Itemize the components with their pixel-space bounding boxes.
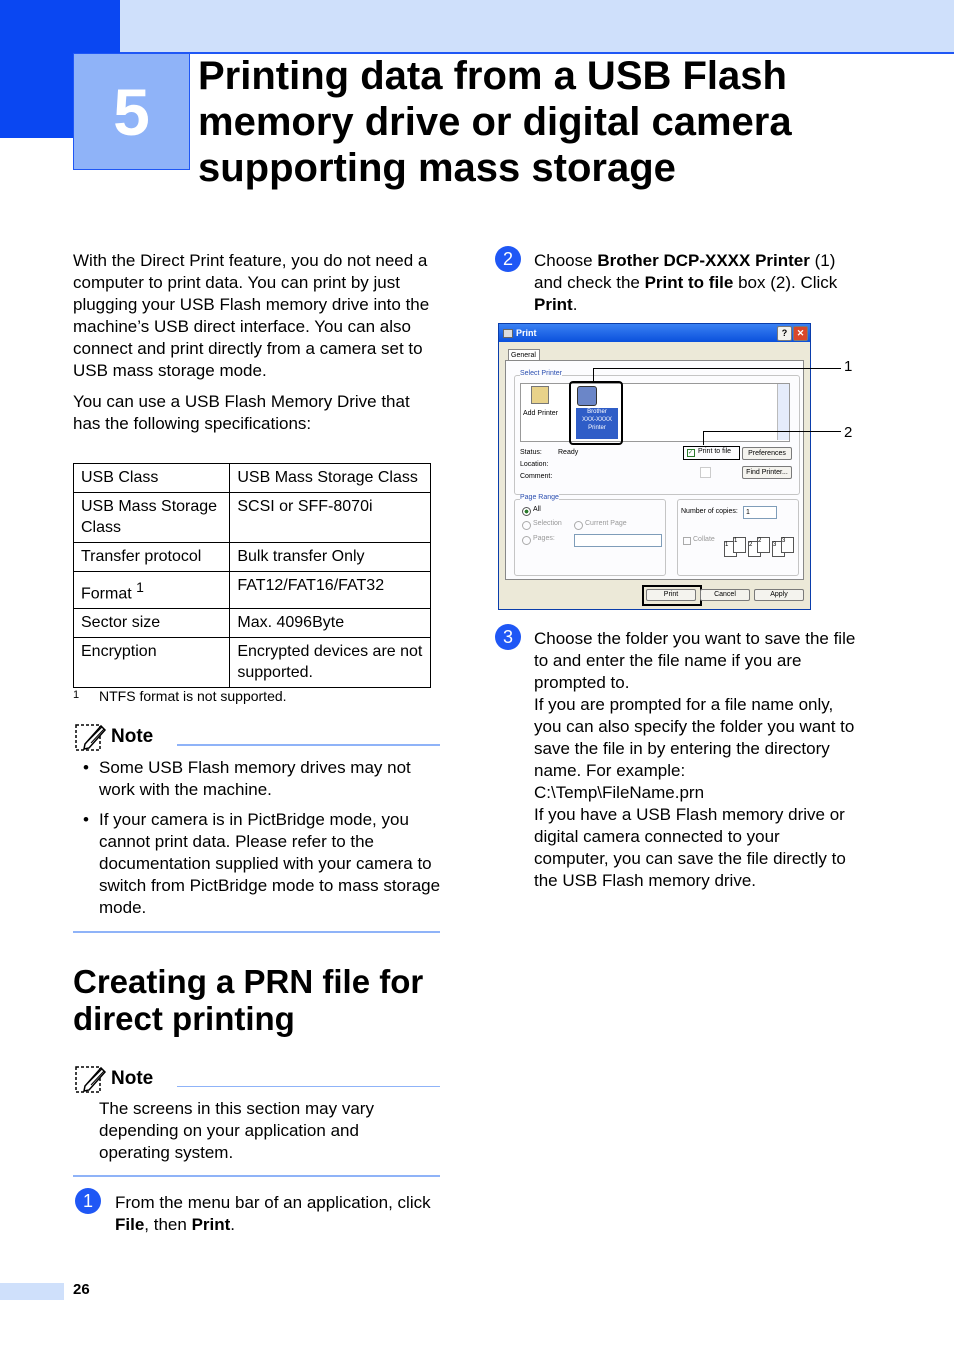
add-printer-label[interactable]: Add Printer xyxy=(523,410,559,417)
collate-page: 3 xyxy=(772,541,785,557)
table-cell: USB Mass Storage Class xyxy=(74,493,230,543)
footnote xyxy=(73,688,287,704)
chapter-number: 5 xyxy=(73,53,190,170)
radio-all[interactable] xyxy=(522,507,531,516)
print-to-file-label: Print to file xyxy=(698,448,732,455)
printer-name-line: Printer xyxy=(588,425,606,431)
radio-selection-label: Selection xyxy=(533,520,562,527)
step-text: C:\Temp\FileName.prn xyxy=(534,783,705,802)
step-bold: File xyxy=(115,1215,145,1234)
intro-paragraph: With the Direct Print feature, you do not need a computer to print data. You can print by just plugging your USB Flash memory drive into the machine’s USB direct interface. You can also connect and print directly from a camera set to USB mass storage mode. xyxy=(73,251,430,380)
dialog-title: Print xyxy=(516,328,537,338)
collate-label: Collate xyxy=(693,536,715,543)
step-bold: Print to file xyxy=(644,273,734,292)
printer-small-icon xyxy=(503,329,513,338)
step-1-text xyxy=(115,1192,440,1236)
collate-page: 2 xyxy=(748,541,761,557)
list-item: • If your camera is in PictBridge mode, you cannot print data. Please refer to the documentation supplied with your camera to switch from PictBridge mode to mass storage mode. xyxy=(73,809,441,919)
select-printer-label: Select Printer xyxy=(520,370,563,377)
callout-line xyxy=(593,368,594,382)
table-cell: Encryption xyxy=(74,638,230,688)
preferences-button[interactable]: Preferences xyxy=(742,447,792,460)
add-printer-icon xyxy=(531,386,549,404)
radio-pages-label: Pages: xyxy=(533,535,555,542)
radio-pages[interactable] xyxy=(522,536,531,545)
print-dialog xyxy=(498,323,811,610)
section-title-line: Creating a PRN file for xyxy=(73,963,424,1000)
section-title xyxy=(73,963,443,1037)
step-3-text xyxy=(534,628,859,892)
callout-label: 2 xyxy=(844,424,853,441)
check-icon: ✓ xyxy=(688,450,694,456)
printer-name-line: XXX-XXXX xyxy=(581,417,612,423)
footnote-mark: 1 xyxy=(73,689,80,701)
step-text: Choose xyxy=(534,251,598,270)
table-cell: Transfer protocol xyxy=(74,543,230,572)
copies-label: Number of copies: xyxy=(681,508,738,515)
page-number: 26 xyxy=(73,1281,90,1298)
page-number-band xyxy=(0,1283,64,1300)
copies-input[interactable]: 1 xyxy=(743,506,777,519)
collate-page: 1 xyxy=(733,537,746,553)
intro xyxy=(73,250,440,435)
section-title-line: direct printing xyxy=(73,1000,295,1037)
print-to-file-checkbox[interactable] xyxy=(683,446,740,460)
note-text: The screens in this section may vary depending on your application and operating system. xyxy=(99,1099,374,1162)
tab-general[interactable]: General xyxy=(508,349,540,361)
note-header xyxy=(75,722,153,752)
spec-table xyxy=(73,463,431,688)
printer-name-line: Brother xyxy=(587,409,607,415)
status-value: Ready xyxy=(558,449,579,456)
collate-page: 1 xyxy=(724,541,737,557)
print-button[interactable]: Print xyxy=(646,589,696,601)
step-number: 3 xyxy=(495,624,521,650)
help-button[interactable]: ? xyxy=(777,326,792,341)
note-list xyxy=(73,757,441,927)
pages-input[interactable] xyxy=(574,534,662,547)
step-number: 1 xyxy=(75,1188,101,1214)
note-pencil-icon xyxy=(75,1064,107,1094)
table-row xyxy=(74,493,431,543)
note-divider xyxy=(177,1086,440,1087)
table-cell: Max. 4096Byte xyxy=(230,609,431,638)
format-label: Format xyxy=(81,585,132,603)
comment-label: Comment: xyxy=(520,473,553,480)
apply-button[interactable]: Apply xyxy=(754,589,804,601)
header-band xyxy=(120,0,954,54)
close-button[interactable]: ✕ xyxy=(793,326,808,341)
callout-line xyxy=(703,431,704,445)
step-text: Choose the folder you want to save the file to and enter the file name if you are prompted to. xyxy=(534,629,856,692)
table-row xyxy=(74,638,431,688)
step-text: If you are prompted for a file name only, you can also specify the folder you want to save the file in by entering the directory name. For example: xyxy=(534,695,855,780)
table-cell: Encrypted devices are not supported. xyxy=(230,638,431,688)
collate-checkbox[interactable] xyxy=(683,537,691,545)
note-end-rule xyxy=(73,931,440,933)
cancel-button[interactable]: Cancel xyxy=(700,589,750,601)
footnote-text: NTFS format is not supported. xyxy=(99,688,287,704)
collate-page: 3 xyxy=(781,537,794,553)
note-label: Note xyxy=(111,1068,154,1089)
printer-highlight xyxy=(569,381,623,445)
table-cell xyxy=(74,572,230,609)
footnote-ref: 1 xyxy=(136,579,144,595)
chapter-title-line: memory drive or digital camera xyxy=(198,100,792,144)
note-header xyxy=(75,1064,153,1094)
step-text: box (2). Click xyxy=(733,273,838,292)
callout-label: 1 xyxy=(844,358,853,375)
dialog-titlebar xyxy=(499,324,810,342)
page-range-label: Page Range xyxy=(520,494,559,501)
list-item: • Some USB Flash memory drives may not work with the machine. xyxy=(73,757,441,801)
callout-line xyxy=(593,368,841,369)
table-row xyxy=(74,609,431,638)
find-printer-button[interactable]: Find Printer... xyxy=(742,466,792,479)
step-number: 2 xyxy=(495,246,521,272)
step-text: . xyxy=(230,1215,236,1234)
step-text: If you have a USB Flash memory drive or digital camera connected to your computer, you can save the file directly to the USB Flash memory drive. xyxy=(534,805,846,890)
step-bold: Brother DCP-XXXX Printer xyxy=(597,251,810,270)
table-cell: Bulk transfer Only xyxy=(230,543,431,572)
step-bold: Print xyxy=(191,1215,231,1234)
status-label: Status: xyxy=(520,449,542,456)
table-row xyxy=(74,464,431,493)
radio-selection[interactable] xyxy=(522,521,531,530)
table-cell: Sector size xyxy=(74,609,230,638)
step-text: From the menu bar of an application, click xyxy=(115,1193,431,1212)
collate-page: 2 xyxy=(757,537,770,553)
radio-current-page[interactable] xyxy=(574,521,583,530)
note-pencil-icon xyxy=(75,722,107,752)
table-cell: SCSI or SFF-8070i xyxy=(230,493,431,543)
step-text: , then xyxy=(144,1215,192,1234)
step-bold: Print xyxy=(534,295,573,314)
step-2-text xyxy=(534,250,864,316)
chapter-title-line: supporting mass storage xyxy=(198,146,676,190)
table-cell: USB Class xyxy=(74,464,230,493)
table-cell: FAT12/FAT16/FAT32 xyxy=(230,572,431,609)
chapter-title-line: Printing data from a USB Flash xyxy=(198,54,787,98)
note-end-rule xyxy=(73,1175,440,1177)
table-row xyxy=(74,572,431,609)
step-text: . xyxy=(572,295,578,314)
radio-current-page-label: Current Page xyxy=(585,520,627,527)
intro-paragraph: You can use a USB Flash Memory Drive that has the following specifications: xyxy=(73,392,410,433)
location-label: Location: xyxy=(520,461,549,468)
dialog-panel xyxy=(505,360,804,580)
chapter-title xyxy=(198,53,938,191)
note-divider xyxy=(177,744,440,746)
printer-list[interactable] xyxy=(520,383,790,442)
note-label: Note xyxy=(111,726,154,747)
table-cell: USB Mass Storage Class xyxy=(230,464,431,493)
radio-all-label: All xyxy=(533,506,541,513)
comment-box xyxy=(700,467,711,478)
table-row xyxy=(74,543,431,572)
step-text: (1) and check the xyxy=(534,251,836,292)
callout-line xyxy=(703,431,841,432)
